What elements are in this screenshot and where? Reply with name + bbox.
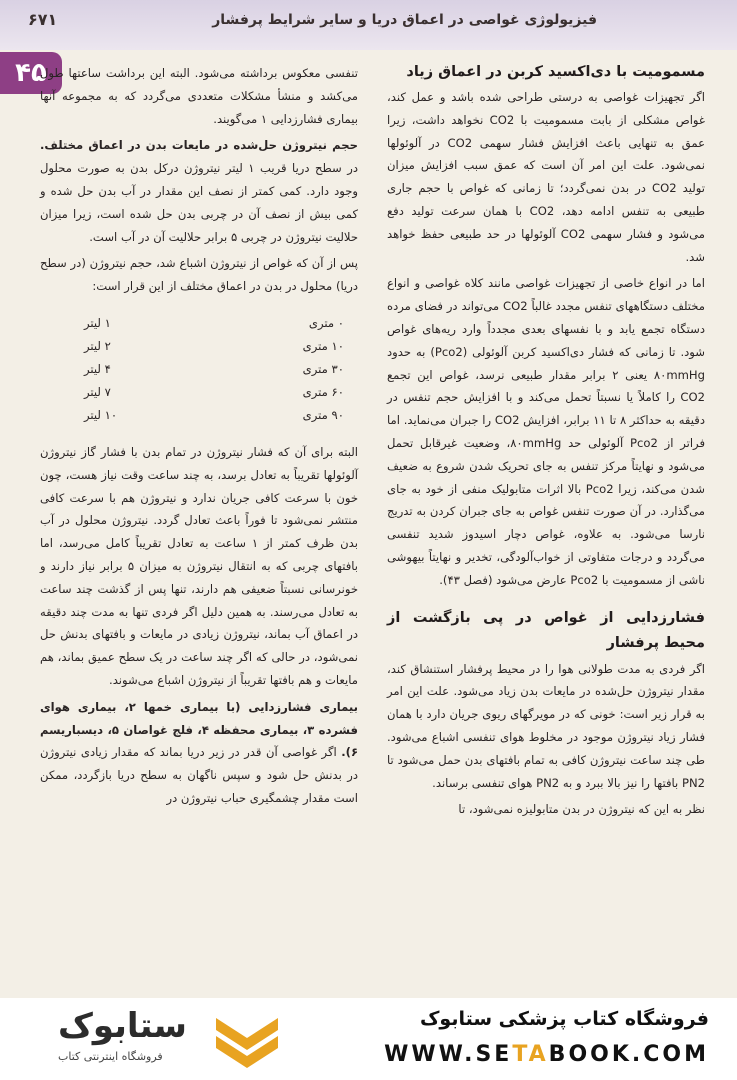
paragraph: البته برای آن که فشار نیتروژن در تمام بدن با فشار گاز نیتروژن آلوئولها تقریباً به تعادل برسد، به چند ساعت وقت نیاز هست، چون خون با سرعت کافی جریان ندارد و نیتروژن هم با سرعت کافی منتشر نمی‌شود تا فوراً باعث تعادل گردد. نیتروژن محلول در آب بدن ظرف کمتر از ۱ ساعت به تعادل تقریباً کامل می‌رسد، اما بافتهای چربی که به انتقال نیتروژن به میزان ۵ برابر نیاز دارند و خونرسانی نسبتاً ضعیفی هم دارند، تنها پس از گذشت چند ساعت به تعادل می‌رسند. به همین دلیل اگر فردی تنها به مدت چند دقیقه در اعماق آب بماند، نیتروژن زیادی در مایعات و بافتهای بدنش حل نمی‌شود، در حالی که اگر چند ساعت در یک سطح عمیق بماند، هم مایعات و هم بافتها تقریباً از نیتروژن اشباع می‌شوند. bbox=[40, 444, 358, 687]
shop-url[interactable] bbox=[384, 1042, 709, 1067]
section-heading-decompression: فشارزدایی از غواص در پی بازگشت از محیط پرفشار bbox=[387, 609, 705, 651]
subheading-decompression-sickness: بیماری فشارزدایی (با بیماری خمها ۲، بیماری هوای فشرده ۳، بیماری محفظه ۴، فلج غواصان ۵، دیسباریسم ۶). bbox=[40, 699, 359, 760]
depth-volume-table bbox=[40, 312, 358, 427]
table-row bbox=[40, 312, 358, 335]
logo-tagline: فروشگاه اینترنتی کتاب bbox=[58, 1050, 163, 1063]
page-number: ۶۷۱ bbox=[28, 10, 58, 29]
section-heading-co2: مسمومیت با دی‌اکسید کربن در اعماق زیاد bbox=[406, 64, 705, 80]
paragraph: تنفسی معکوس برداشته می‌شود. البته این برداشت ساعتها طول می‌کشد و منشأ مشکلات متعددی می‌گردد که به مجموعه آنها بیماری فشارزدایی ۱ می‌گویند. bbox=[40, 66, 358, 126]
paragraph: پس از آن که غواص از نیتروژن اشباع شد، حجم نیتروژن (در سطح دریا) محلول در بدن در اعماق مختلف از این قرار است: bbox=[40, 256, 358, 294]
logo-wordmark: ستابوک bbox=[58, 1006, 187, 1046]
subheading-nitrogen-volume: حجم نیتروژن حل‌شده در مایعات بدن در اعماق مختلف. bbox=[40, 138, 358, 153]
running-header bbox=[0, 0, 737, 50]
depth-cell: ۹۰ متری bbox=[302, 407, 344, 422]
depth-cell: ۳۰ متری bbox=[302, 361, 344, 376]
paragraph: اگر فردی به مدت طولانی هوا را در محیط پرفشار استنشاق کند، مقدار نیتروژن حل‌شده در مایعات بدن زیاد می‌شود. علت این امر به قرار زیر است: خونی که در مویرگهای ریوی جریان دارد با همان فشار زیاد نیتروژن موجود در مخلوط هوای تنفسی اشباع می‌شود. طی چند ساعت نیتروژن کافی به تمام بافتهای بدن حمل می‌شود تا PN2 بافتها را نیز بالا ببرد و به PN2 هوای تنفسی برساند. bbox=[387, 661, 705, 790]
chevron-down-icon bbox=[212, 1012, 282, 1068]
volume-cell: ۴ لیتر bbox=[84, 361, 111, 376]
volume-cell: ۲ لیتر bbox=[84, 338, 111, 353]
depth-cell: ۶۰ متری bbox=[302, 384, 344, 399]
shop-name: فروشگاه کتاب پزشکی ستابوک bbox=[419, 1008, 709, 1030]
volume-cell: ۷ لیتر bbox=[84, 384, 111, 399]
right-column bbox=[387, 60, 705, 821]
left-column bbox=[40, 62, 358, 810]
table-row bbox=[40, 358, 358, 381]
paragraph: اگر تجهیزات غواصی به درستی طراحی شده باشد و عمل کند، غواص مشکلی از بابت مسمومیت با CO2 نخواهد داشت، زیرا عمق به تنهایی باعث افزایش فشار سهمی CO2 در آلوئولها نمی‌شود. علت این امر آن است که عمق سبب افزایش میزان تولید CO2 در بدن نمی‌گردد؛ تا زمانی که غواص با حجم جاری طبیعی به تنفس ادامه دهد، CO2 با همان سرعت تولید دفع می‌شود و فشار سهمی CO2 آلوئولها در حد طبیعی حفظ خواهد شد. bbox=[387, 90, 706, 264]
running-title: فیزیولوژی غواصی در اعماق دریا و سایر شرایط پرفشار bbox=[212, 12, 597, 28]
url-suffix: BOOK.COM bbox=[548, 1042, 709, 1067]
table-row bbox=[40, 404, 358, 427]
chapter-tab: ۴۵ bbox=[0, 52, 62, 94]
store-logo bbox=[24, 1006, 294, 1074]
depth-cell: ۱۰ متری bbox=[302, 338, 344, 353]
url-prefix: WWW.SE bbox=[384, 1042, 513, 1067]
paragraph: اما در انواع خاصی از تجهیزات غواصی مانند کلاه غواصی و انواع مختلف دستگاههای تنفس مجدد غالباً CO2 می‌تواند در فضای مرده دستگاه تجمع یابد و با نفسهای بعدی مجدداً وارد ریه‌های غواص شود. تا زمانی که فشار دی‌اکسید کربن آلوئولی (Pco2) به حدود ۸۰mmHg یعنی ۲ برابر مقدار طبیعی نرسد، غواص این تجمع CO2 را کاملاً یا نسبتاً تحمل می‌کند و با افزایش حجم تنفس در دقیقه به حداکثر ۸ تا ۱۱ برابر، افزایش CO2 را جبران می‌نماید. اما فراتر از Pco2 آلوئولی حد ۸۰mmHg، وضعیت غیرقابل تحمل می‌شود و نهایتاً مرکز تنفس به جای تحریک شدن شروع به ضعیف شدن می‌کند، زیرا Pco2 بالا اثرات متابولیک منفی از خود به جای می‌گذارد. در آن صورت تنفس غواص به جای جبران کردن به تدریج نارسا می‌شود. به علاوه، غواص دچار اسیدوز شدید تنفسی می‌گردد و درجات متفاوتی از خواب‌آلودگی، تخدیر و نهایتاً بیهوشی ناشی از مسمومیت با Pco2 عارض می‌شود (فصل ۴۳). bbox=[387, 276, 706, 587]
paragraph: در سطح دریا قریب ۱ لیتر نیتروژن درکل بدن به صورت محلول وجود دارد. کمی کمتر از نصف این مقدار در آب بدن حل شده و کمی بیش از نصف آن در چربی بدن حل شده است، زیرا میزان حلالیت نیتروژن در چربی ۵ برابر حلالیت آن در آب است. bbox=[40, 161, 358, 244]
store-banner bbox=[0, 998, 737, 1080]
table-row bbox=[40, 335, 358, 358]
depth-cell: ۰ متری bbox=[308, 315, 344, 330]
volume-cell: ۱۰ لیتر bbox=[84, 407, 118, 422]
paragraph: اگر غواصی آن قدر در زیر دریا بماند که مقدار زیادی نیتروژن در بدنش حل شود و سپس ناگهان به سطح دریا بازگردد، ممکن است مقدار چشمگیری حباب نیتروژن در bbox=[40, 745, 358, 805]
url-accent: TA bbox=[512, 1042, 549, 1067]
table-row bbox=[40, 381, 358, 404]
paragraph: نظر به این که نیتروژن در بدن متابولیزه نمی‌شود، تا bbox=[458, 802, 705, 817]
volume-cell: ۱ لیتر bbox=[84, 315, 111, 330]
